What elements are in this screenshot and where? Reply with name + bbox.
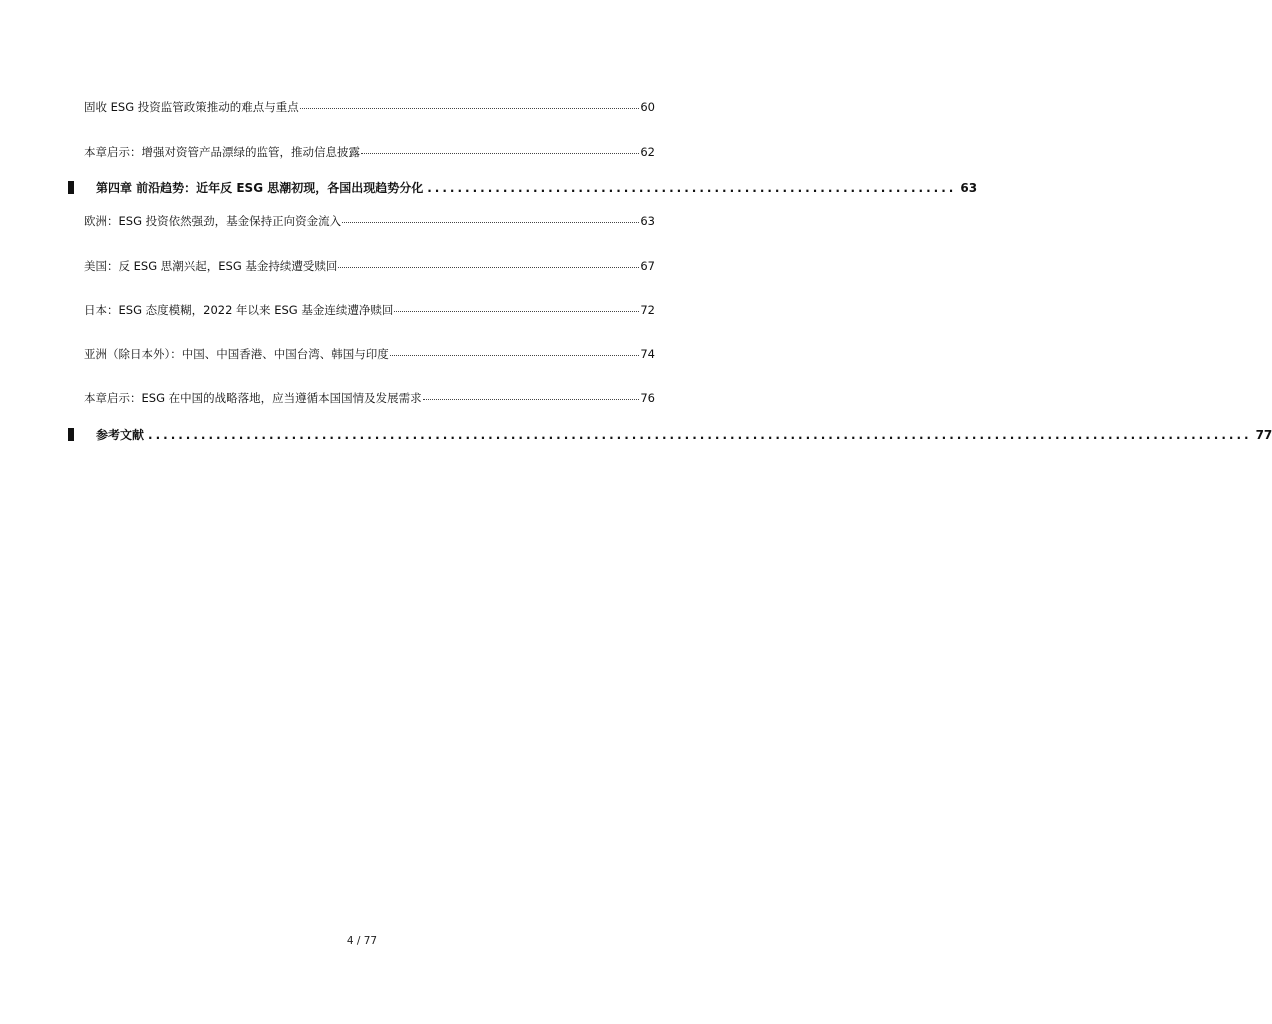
toc-leader-dots xyxy=(361,153,639,154)
toc-entry-page: 67 xyxy=(640,259,655,273)
toc-leader-dots xyxy=(394,311,639,312)
toc-entry-title: 欧洲：ESG 投资依然强劲，基金保持正向资金流入 xyxy=(84,214,342,228)
toc-leader-dots xyxy=(338,267,639,268)
toc-entry-page: 63 xyxy=(640,214,655,228)
toc-entry[interactable] xyxy=(84,303,655,317)
toc-entry-page: 60 xyxy=(640,100,655,114)
toc-entry[interactable] xyxy=(84,214,655,228)
toc-entry-title: 亚洲（除日本外）：中国、中国香港、中国台湾、韩国与印度 xyxy=(84,347,389,361)
toc-entry[interactable] xyxy=(84,347,655,361)
toc-chapter-page: 63 xyxy=(960,181,978,195)
toc-chapter-page: 77 xyxy=(1255,428,1272,442)
toc-entry-page: 62 xyxy=(640,145,655,159)
toc-chapter-title: 第四章 前沿趋势：近年反 ESG 思潮初现，各国出现趋势分化 xyxy=(96,181,424,195)
toc-entry-title: 本章启示：ESG 在中国的战略落地，应当遵循本国国情及发展需求 xyxy=(84,391,422,405)
toc-entry-page: 74 xyxy=(640,347,655,361)
toc-entry-title: 日本：ESG 态度模糊，2022 年以来 ESG 基金连续遭净赎回 xyxy=(84,303,394,317)
toc-entry-page: 76 xyxy=(640,391,655,405)
toc-leader-dots xyxy=(423,399,640,400)
toc-entry[interactable] xyxy=(84,391,655,405)
toc-chapter-entry[interactable] xyxy=(68,426,1272,442)
toc-leader-dots xyxy=(300,108,640,109)
chapter-marker-icon xyxy=(68,428,74,441)
toc-entry[interactable] xyxy=(84,100,655,114)
toc-leader-dots xyxy=(390,355,640,356)
toc-entry-page: 72 xyxy=(640,303,655,317)
toc-chapter-title: 参考文献 xyxy=(96,428,145,442)
toc-leader-dots xyxy=(342,222,639,223)
toc-entry-title: 美国：反 ESG 思潮兴起，ESG 基金持续遭受赎回 xyxy=(84,259,338,273)
page-number: 4 / 77 xyxy=(346,935,378,947)
toc-leader-dots: ...................................................................... xyxy=(427,181,957,195)
toc-entry-title: 固收 ESG 投资监管政策推动的难点与重点 xyxy=(84,100,299,114)
toc-entry[interactable] xyxy=(84,259,655,273)
toc-entry-title: 本章启示：增强对资管产品漂绿的监管，推动信息披露 xyxy=(84,145,360,159)
toc-chapter-entry[interactable] xyxy=(68,179,978,195)
toc-leader-dots: .................................................................................................................................................. xyxy=(148,428,1252,442)
chapter-marker-icon xyxy=(68,181,74,194)
toc-entry[interactable] xyxy=(84,145,655,159)
